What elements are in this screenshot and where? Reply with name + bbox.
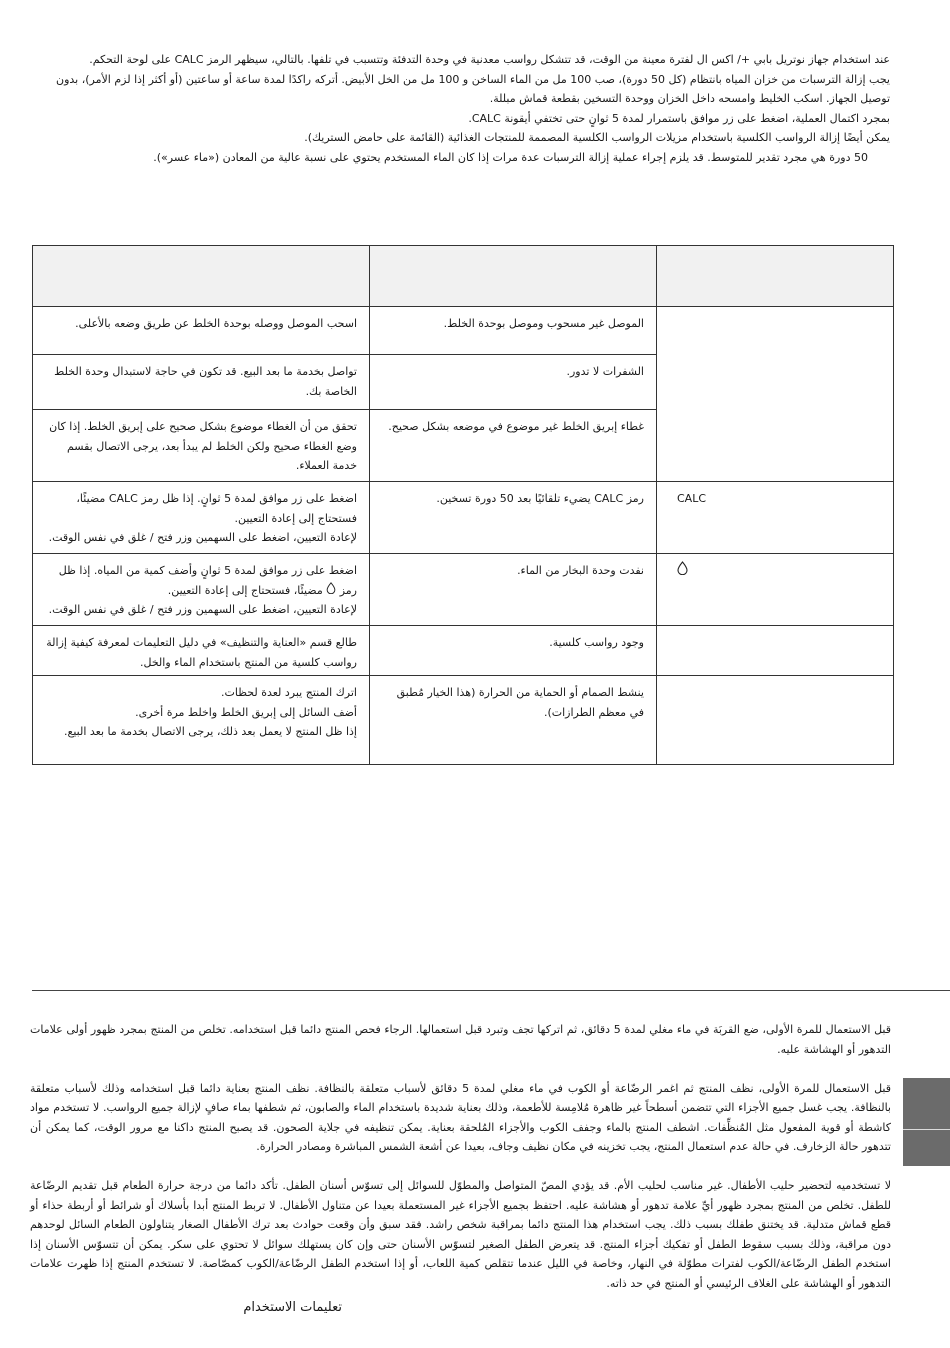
code-cell	[657, 676, 894, 765]
table-row	[33, 482, 894, 554]
safety-paragraph: لا تستخدميه لتحضير حليب الأطفال. غير مناسب لحليب الأم. قد يؤدي المصّ المتواصل والمطوّل للسوائل إلى تسوّس أسنان الطفل. تأكد دائما من درجة حرارة الطعام قبل تقديم الرضّاعة للطفل. تخلص من المنتج بمجرد ظهور أيِّ علامة تدهور أو هشاشة عليه. احتفظ بجميع الأجزاء غير المستعملة بعيدا عن متناول الأطفال. لا تربط المنتج أبدا بأسلاك أو شرائط أو أربطة حذاء أو قطع قماش متدلية. قد يختنق طفلك بسبب ذلك. يجب استخدام هذا المنتج دائما بمراقبة شخص راشد. فقد سبق وأن وقعت حوادث بعد ترك الأطفال الصغار يتناولون الطعام السائل لوحدهم دون مراقبة، وذلك بسبب سقوط الطفل أو تفكيك أجزاء المنتج. قد يتعرض الطفل الصغير لتسوّس الأسنان حتى وإن كان يستهلك سوائل لا تحتوي على سكر. يمكن أن تتسوّس الأسنان إذا استخدم الطفل الرضّاعة/الكوب لفترات مطوّلة في النهار، وخاصة في الليل عندما تتقلص كمية اللعاب، أو إذا استخدم الطفل الرضّاعة/الكوب كمصّاصة. لا تستخدم المنتج إذا ظهرت علامات التدهور أو الهشاشة على الغلاف الرئيسي أو المنتج في حد ذاته.	[30, 1179, 891, 1290]
table-row	[33, 626, 894, 676]
code-cell	[657, 626, 894, 676]
code-cell	[657, 307, 894, 482]
problem-cell: نفدت وحدة البخار من الماء.	[370, 554, 657, 626]
table-row	[33, 676, 894, 765]
water-drop-icon	[677, 561, 688, 582]
header-cell-code	[657, 246, 894, 307]
solution-cell: اضغط على زر موافق لمدة 5 ثوانٍ. إذا ظل رمز CALC مضيئًا، فستحتاج إلى إعادة التعيين. لإعادة التعيين، اضغط على السهمين وزر فتح / غلق في نفس الوقت.	[33, 482, 370, 554]
safety-paragraph: قبل الاستعمال للمرة الأولى، ضع القربَة في ماء مغلي لمدة 5 دقائق، ثم اتركها تجف وتبرد قبل استعمالها. الرجاء فحص المنتج دائما قبل استخدامه. تخلص من المنتج بمجرد ظهور أولى علامات التدهور أو الهشاشة عليه.	[30, 1023, 891, 1056]
intro-paragraph: يمكن أيضًا إزالة الرواسب الكلسية باستخدام مزيلات الرواسب الكلسية المصممة للمنتجات الغذائية (القائمة على حامض الستريك).	[304, 131, 890, 144]
water-drop-icon	[326, 581, 336, 601]
code-cell	[657, 554, 894, 626]
header-cell-problem	[370, 246, 657, 307]
table-header-row	[33, 246, 894, 307]
solution-text: اضغط على زر موافق لمدة 5 ثوانٍ وأضف كمية من المياه. إذا ظل رمز	[58, 564, 357, 597]
problem-cell: رمز CALC يضيء تلقائيًا بعد 50 دورة تسخين.	[370, 482, 657, 554]
solution-cell: تحقق من أن الغطاء موضوع بشكل صحيح على إبريق الخلط. إذا كان وضع الغطاء صحيح ولكن الخلط لم يبدأ بعد، يرجى الاتصال بقسم خدمة العملاء.	[33, 410, 370, 482]
solution-cell	[33, 554, 370, 626]
code-cell: CALC	[657, 482, 894, 554]
problem-cell: غطاء إبريق الخلط غير موضوع في موضعه بشكل صحيح.	[370, 410, 657, 482]
header-cell-solution	[33, 246, 370, 307]
safety-paragraph: قبل الاستعمال للمرة الأولى، نظف المنتج ثم اغمر الرضّاعة أو الكوب في ماء مغلي لمدة 5 دقائق لأسباب متعلقة بالنظافة. نظف المنتج بعناية دائما قبل استخدامه وذلك لأسباب متعلقة بالنظافة. يجب غسل جميع الأجزاء التي تتضمن أسطحاً غير ظاهرة مُلامِسة للأطعمة، وذلك بعناية شديدة باستخدام الماء والصابون، ثم شطفها بماء صافٍ لإزالة جميع الرواسب. لا تستخدم مواد كاشطة أو قوية المفعول مثل المُنظِّفات. اشطف المنتج بالماء وجفف الكوب والأجزاء المُلحقة بعناية. يمكن تنظيفه في جلاية الصحون. قد يصبح المنتج داكنا مع مرور الوقت، كما يمكن أن تتدهور حالة الزخارف. في حالة عدم استعمال المنتج، يجب تخزينه في مكان نظيف وجاف، بعيدا عن أشعة الشمس المباشرة ومصادر الحرارة.	[30, 1081, 891, 1153]
intro-paragraph: 50 دورة هي مجرد تقدير للمتوسط. قد يلزم إجراء عملية إزالة الترسبات عدة مرات إذا كان الماء المستخدم يحتوي على نسبة عالية من المعادن («ماء عسر»).	[153, 150, 868, 164]
problem-cell: الموصل غير مسحوب وموصل بوحدة الخلط.	[370, 307, 657, 355]
table-row	[33, 307, 894, 355]
intro-paragraph: عند استخدام جهاز نوتريل بابي +/ اكس ال لفترة معينة من الوقت، قد تتشكل رواسب معدنية في وحدة التدفئة وتتسبب في تلفها. بالتالي، سيظهر الرمز CALC على لوحة التحكم.	[89, 53, 890, 66]
solution-cell: اترك المنتج يبرد لعدة لحظات. أضف السائل إلى إبريق الخلط واخلط مرة أخرى. إذا ظل المنتج لا يعمل بعد ذلك، يرجى الاتصال بخدمة ما بعد البيع.	[33, 676, 370, 765]
problem-cell: وجود رواسب كلسية.	[370, 626, 657, 676]
intro-paragraph: بمجرد اكتمال العملية، اضغط على زر موافق باستمرار لمدة 5 ثوانٍ حتى تختفي أيقونة CALC.	[468, 111, 890, 125]
language-side-tab	[903, 1078, 950, 1166]
safety-warnings	[30, 1020, 891, 1313]
section-divider	[32, 990, 950, 991]
problem-cell: ينشط الصمام أو الحماية من الحرارة (هذا الخيار مُطبق في معظم الطرازات).	[370, 676, 657, 765]
troubleshooting-table	[32, 245, 894, 765]
solution-cell: طالع قسم «العناية والتنظيف» في دليل التعليمات لمعرفة كيفية إزالة رواسب كلسية من المنتج باستخدام الماء والخل.	[33, 626, 370, 676]
table-row	[33, 554, 894, 626]
solution-text: مضيئًا، فستحتاج إلى إعادة التعيين. لإعادة التعيين، اضغط على السهمين وزر فتح / غلق في نفس الوقت.	[48, 583, 357, 616]
descaling-instructions	[30, 50, 890, 167]
tab-divider	[903, 1129, 950, 1130]
intro-paragraph: يجب إزالة الترسبات من خزان المياه بانتظام (كل 50 دورة)، صب 100 مل من الماء الساخن و 100 مل من الخل الأبيض. أتركه راكدًا لمدة ساعة أو ساعتين (أو أكثر إذا لزم الأمر)، بدون توصيل الجهاز. اسكب الخليط وامسحه داخل الخزان ووحدة التسخين بقطعة قماش مبللة.	[55, 72, 890, 105]
problem-cell: الشفرات لا تدور.	[370, 355, 657, 410]
solution-cell: اسحب الموصل ووصله بوحدة الخلط عن طريق وضعه بالأعلى.	[33, 307, 370, 355]
page-footer-title: تعليمات الاستخدام	[243, 1300, 342, 1315]
solution-cell: تواصل بخدمة ما بعد البيع. قد تكون في حاجة لاستبدال وحدة الخلط الخاصة بك.	[33, 355, 370, 410]
